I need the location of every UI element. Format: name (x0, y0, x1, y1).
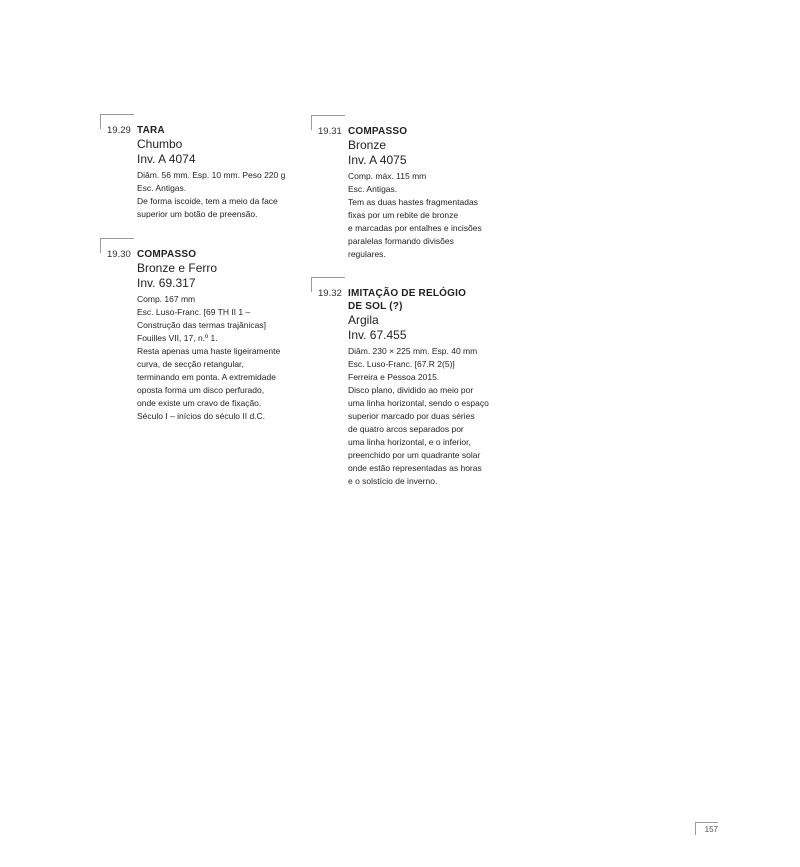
entry-number: 19.32 (318, 288, 342, 299)
entry-title: COMPASSO (137, 249, 197, 260)
entry-text-line: curva, de secção retangular, (137, 359, 244, 369)
entry-text-line: onde existe um cravo de fixação. (137, 398, 262, 408)
entry-body (348, 287, 516, 488)
entry-text-line: De forma iscoide, tem a meio da face (137, 196, 278, 206)
entry-number: 19.31 (318, 126, 342, 137)
entry-text-line: Fouilles VII, 17, n.º 1. (137, 333, 218, 343)
entry-text-line: Tem as duas hastes fragmentadas (348, 197, 478, 207)
entry-text-line: e marcadas por entalhes e incisões (348, 223, 482, 233)
entry-body (137, 124, 305, 221)
entry-text-line: e o solstício de inverno. (348, 476, 438, 486)
entry-text-line: uma linha horizontal, sendo o espaço (348, 398, 489, 408)
entry-material: Bronze (348, 138, 387, 152)
entry-inventory: Inv. 69.317 (137, 276, 196, 290)
entry-text-line: Diâm. 56 mm. Esp. 10 mm. Peso 220 g (137, 170, 286, 180)
catalog-entry-19-30 (105, 248, 305, 423)
entry-text-line: superior marcado por duas séries (348, 411, 475, 421)
entry-material: Bronze e Ferro (137, 261, 218, 275)
entry-inventory: Inv. A 4075 (348, 153, 407, 167)
entry-text-line: terminando em ponta. A extremidade (137, 372, 276, 382)
entry-material: Chumbo (137, 137, 183, 151)
catalog-entry-19-32 (316, 287, 516, 488)
entry-body (137, 248, 305, 423)
entry-text-line: paralelas formando divisões (348, 236, 454, 246)
entry-text-line: Disco plano, dividido ao meio por (348, 385, 474, 395)
entry-text-line: Século I – inícios do século II d.C. (137, 411, 266, 421)
entry-text-line: Resta apenas uma haste ligeiramente (137, 346, 281, 356)
entry-inventory: Inv. 67.455 (348, 328, 407, 342)
entry-text-line: Esc. Antigas. (348, 184, 398, 194)
entry-text-line: preenchido por um quadrante solar (348, 450, 481, 460)
page-number: 157 (695, 822, 718, 835)
entry-text-line: Construção das termas trajânicas] (137, 320, 266, 330)
entry-text-line: onde estão representadas as horas (348, 463, 482, 473)
entry-text-line: de quatro arcos separados por (348, 424, 464, 434)
catalog-entry-19-31 (316, 125, 516, 261)
entry-text-line: Esc. Luso-Franc. [69 TH II 1 – (137, 307, 251, 317)
entry-title: COMPASSO (348, 126, 408, 137)
entry-text-line: oposta forma um disco perfurado, (137, 385, 265, 395)
entry-number: 19.30 (107, 249, 131, 260)
entry-title: TARA (137, 125, 165, 136)
entry-text-line: uma linha horizontal, e o inferior, (348, 437, 471, 447)
entry-text-line: fixas por um rebite de bronze (348, 210, 459, 220)
entry-number: 19.29 (107, 125, 131, 136)
entry-body (348, 125, 516, 261)
entry-text-line: Comp. máx. 115 mm (348, 171, 427, 181)
entry-text-line: superior um botão de preensão. (137, 209, 258, 219)
entry-text-line: Ferreira e Pessoa 2015. (348, 372, 440, 382)
entry-text-line: regulares. (348, 249, 386, 259)
entry-text-line: Diâm. 230 × 225 mm. Esp. 40 mm (348, 346, 478, 356)
entry-text-line: Esc. Luso-Franc. [67.R 2(5)] (348, 359, 455, 369)
catalog-entry-19-29 (105, 124, 305, 221)
entry-text-line: Esc. Antigas. (137, 183, 187, 193)
entry-title: IMITAÇÃO DE RELÓGIO DE SOL (?) (348, 288, 467, 312)
entry-text-line: Comp. 167 mm (137, 294, 196, 304)
entry-material: Argila (348, 313, 379, 327)
entry-inventory: Inv. A 4074 (137, 152, 196, 166)
